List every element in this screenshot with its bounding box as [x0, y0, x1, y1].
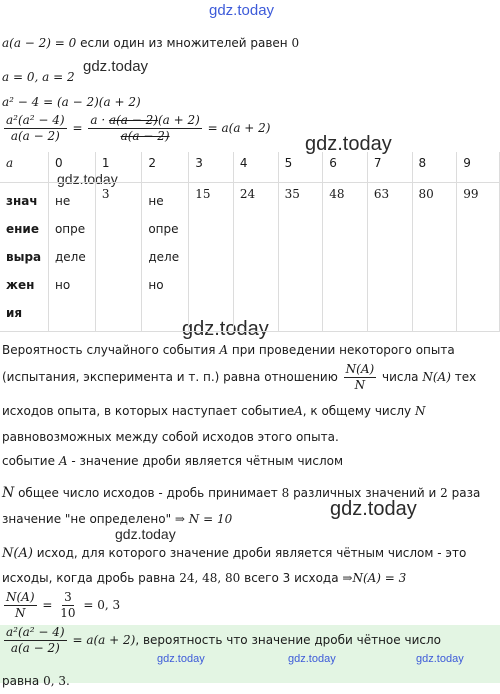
event-line: [2, 454, 343, 468]
value-cell-undefined: [48, 183, 95, 332]
header-cell: 4: [233, 152, 278, 183]
watermark: gdz.today: [288, 653, 336, 665]
symbol: N: [2, 485, 15, 501]
num-post: (a + 2): [157, 113, 200, 127]
watermark: gdz.today: [416, 653, 464, 665]
cell-line: но: [54, 278, 71, 292]
text: раза: [451, 486, 481, 500]
value-cell-undefined: [142, 183, 189, 332]
header-cell: 6: [323, 152, 368, 183]
table-header-row: [0, 152, 500, 183]
value-cell: 80: [412, 183, 457, 332]
symbol: N: [414, 404, 426, 418]
watermark: gdz.today: [157, 653, 205, 665]
num-cancelled: a(a − 2): [108, 113, 158, 127]
watermark: gdz.today: [330, 498, 417, 520]
fraction-lhs: [4, 113, 67, 144]
favorable-line-2: [2, 571, 406, 585]
probability-line: [2, 590, 120, 621]
definition-line-1: [2, 343, 455, 357]
denominator: a(a − 2): [10, 129, 60, 143]
fraction: [58, 590, 77, 621]
header-cell: 7: [367, 152, 412, 183]
label-line: ение: [6, 222, 39, 236]
formula: ⇒ N = 10: [174, 512, 233, 526]
header-cell: 1: [95, 152, 141, 183]
value-cell: 99: [457, 183, 500, 332]
equals-sign: =: [42, 598, 53, 612]
symbol: A: [219, 343, 229, 357]
cell-line: но: [148, 278, 164, 292]
cell-line: не: [54, 194, 71, 208]
symbol: N(A): [2, 546, 33, 561]
text: значение "не определено": [2, 512, 172, 526]
value-cell: 3: [95, 183, 141, 332]
text: , к общему числу: [302, 404, 412, 418]
text: при проведении некоторого опыта: [231, 343, 455, 357]
value: 0, 3: [43, 674, 66, 688]
text: различных значений и: [293, 486, 437, 500]
line-roots: [2, 70, 75, 84]
formula: ⇒N(A) = 3: [342, 571, 407, 585]
header-cell: 8: [412, 152, 457, 183]
line-equation-1: [2, 36, 299, 50]
number: 8: [281, 486, 290, 500]
cell-line: опре: [54, 222, 86, 236]
symbol: A: [58, 454, 68, 468]
symbol: N(A): [422, 370, 451, 384]
line-simplification: [2, 113, 270, 144]
equals-sign: =: [72, 121, 83, 135]
numerator: N(A): [345, 362, 375, 376]
header-cell: 5: [278, 152, 323, 183]
number: 2: [440, 486, 448, 500]
label-line: выра: [6, 250, 42, 264]
definition-line-2: [2, 362, 476, 393]
denominator: a(a − 2): [120, 129, 170, 143]
watermark: gdz.today: [115, 526, 176, 542]
favorable-line-1: [2, 546, 466, 561]
fraction-rhs: [88, 113, 201, 144]
text: общее число исходов - дробь принимает: [18, 486, 278, 500]
table-row: [0, 183, 500, 332]
fraction: [344, 362, 377, 393]
numerator: N(A): [6, 590, 35, 604]
formula: a = 0, a = 2: [2, 70, 75, 84]
number: 0: [291, 36, 300, 50]
numerator: 3: [64, 590, 72, 604]
watermark: gdz.today: [57, 171, 118, 187]
label-line: знач: [6, 194, 38, 208]
text: событие: [2, 454, 55, 468]
watermark: gdz.today: [305, 133, 392, 155]
formula: = a(a + 2): [72, 633, 136, 647]
denominator: a(a − 2): [10, 641, 60, 655]
line-factorization: [2, 95, 141, 109]
value-cell: 15: [189, 183, 234, 332]
answer-line-2: [2, 674, 70, 688]
result: = 0, 3: [83, 598, 121, 612]
row-label: [0, 183, 48, 332]
symbol: A: [294, 404, 303, 418]
value-cell: 35: [278, 183, 323, 332]
result: = a(a + 2): [207, 121, 271, 135]
cell-line: опре: [148, 222, 179, 236]
header-cell: 2: [142, 152, 189, 183]
denominator: N: [354, 378, 366, 392]
header-cell: 3: [189, 152, 234, 183]
watermark-top: gdz.today: [209, 2, 275, 19]
text: если один из множителей равен: [80, 36, 288, 50]
total-line-1: [2, 485, 480, 501]
text: всего 3 исхода: [244, 571, 339, 585]
fraction: [4, 625, 67, 656]
values: 24, 48, 80: [179, 571, 241, 585]
watermark: gdz.today: [182, 318, 269, 340]
definition-line-3: [2, 404, 425, 418]
label-line: ия: [6, 306, 23, 320]
cell-line: деле: [54, 250, 86, 264]
numerator: a²(a² − 4): [6, 625, 65, 639]
text: , вероятность что значение дроби чётное число: [135, 633, 441, 647]
denominator: N: [15, 606, 26, 620]
text: (испытания, эксперимента и т. п.) равна отношению: [2, 370, 338, 384]
text: Вероятность случайного события: [2, 343, 216, 357]
denominator: 10: [60, 606, 76, 620]
total-line-2: [2, 512, 232, 526]
text: исходы, когда дробь равна: [2, 571, 176, 585]
definition-line-4: [2, 430, 339, 444]
values-table: [0, 152, 500, 332]
cell-line: деле: [148, 250, 180, 264]
numerator: a²(a² − 4): [6, 113, 65, 127]
value-cell: 63: [367, 183, 412, 332]
text: равновозможных между собой исходов этого опыта.: [2, 430, 339, 444]
text: .: [65, 674, 70, 688]
text: - значение дроби является чётным числом: [71, 454, 344, 468]
cell-line: не: [148, 194, 164, 208]
header-cell: 0: [48, 152, 95, 183]
answer-line-1: [2, 625, 441, 656]
value-cell: 24: [233, 183, 278, 332]
value-cell: 48: [323, 183, 368, 332]
formula: a² − 4 = (a − 2)(a + 2): [2, 95, 141, 109]
fraction: [4, 590, 37, 621]
watermark: gdz.today: [83, 58, 149, 75]
header-cell: 9: [457, 152, 500, 183]
numerator: [88, 113, 201, 129]
text: равна: [2, 674, 40, 688]
text: числа: [382, 370, 419, 384]
text: исход, для которого значение дроби является чётным числом - это: [36, 546, 467, 560]
num-pre: a ·: [90, 113, 109, 127]
label-line: жен: [6, 278, 35, 292]
text: исходов опыта, в которых наступает событие: [2, 404, 295, 418]
text: тех: [454, 370, 477, 384]
formula: a(a − 2) = 0: [2, 36, 77, 50]
header-cell: a: [0, 152, 48, 183]
